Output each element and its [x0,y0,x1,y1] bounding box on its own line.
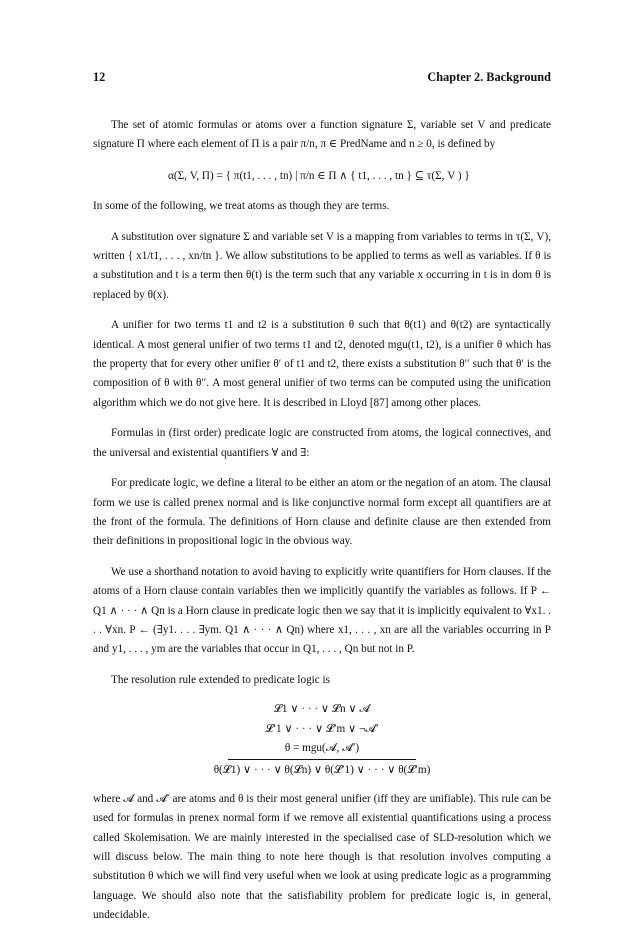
rule-premise-3: θ = mgu(𝓐, 𝓐′) [284,741,360,754]
chapter-title: Chapter 2. Background [427,70,551,84]
paragraph-substitution: A substitution over signature Σ and variable set V is a mapping from variables to terms in τ(Σ, V), written { x1/t1, . . . , xn/tn }. We allow substitutions to be applied to terms as well as variables. If θ is a substitution and t is a term then θ(t) is the term such that any variable x occurring in t is in dom θ is replaced by θ(x). [93,230,551,301]
paragraph-atoms-as-terms: In some of the following, we treat atoms as though they are terms. [93,200,390,213]
inference-bar [228,759,416,760]
paragraph-atomic-formulas: The set of atomic formulas or atoms over a function signature Σ, variable set V and predicate signature Π where each element of Π is a pair π/n, π ∈ PredName and n ≥ 0, is defined by [93,119,551,151]
paragraph-formulas: Formulas in (first order) predicate logic are constructed from atoms, the logical connectives, and the universal and existential quantifiers ∀ and ∃: [93,427,551,459]
resolution-rule [93,700,551,781]
equation-atoms: α(Σ, V, Π) = { π(t1, . . . , tn) | π/n ∈ Π ∧ { t1, . . . , tn } ⊆ τ(Σ, V ) } [168,169,470,182]
paragraph-resolution-intro: The resolution rule extended to predicate logic is [111,673,331,686]
rule-conclusion: θ(𝓛1) ∨ · · · ∨ θ(𝓛n) ∨ θ(𝓛′1) ∨ · · · ∨ θ(𝓛′m) [213,764,431,777]
page-number: 12 [93,70,106,84]
paragraph-resolution-explanation: where 𝓐 and 𝓐′ are atoms and θ is their most general unifier (iff they are unifiable). This rule can be used for formulas in prenex normal form if we remove all existential quantifications using a process called Skolemisation. We are mainly interested in the specialised case of SLD-resolution which we will discuss below. The main thing to note here though is that resolution involves computing a substitution θ which we will find very useful when we look at using predicate logic as a programming language. We should also note that the satisfiability problem for predicate logic is, in general, undecidable. [93,792,551,922]
paragraph-unifier: A unifier for two terms t1 and t2 is a substitution θ such that θ(t1) and θ(t2) are syntactically identical. A most general unifier of two terms t1 and t2, denoted mgu(t1, t2), is a unifier θ which has the property that for every other unifier θ′ of t1 and t2, there exists a substitution θ′′ such that θ′ is the composition of θ with θ′′. A most general unifier of two terms can be computed using the unification algorithm which we do not give here. It is described in Lloyd [87] among other places. [93,319,551,409]
page-body [93,70,551,926]
paragraph-shorthand: We use a shorthand notation to avoid having to explicitly write quantifiers for Horn clauses. If the atoms of a Horn clause contain variables then we implicitly quantify the variables as follows. If P ← Q1 ∧ · · · ∧ Qn is a Horn clause in predicate logic then we say that it is implicitly equivalent to ∀x1. . . . ∀xn. P ← (∃y1. . . . ∃ym. Q1 ∧ · · · ∧ Qn) where x1, . . . , xn are all the variables occurring in P and y1, . . . , ym are the variables that occur in Q1, . . . , Qn but not in P. [93,565,551,656]
running-header [93,70,551,85]
paragraph-literal: For predicate logic, we define a literal to be either an atom or the negation of an atom. The clausal form we use is called prenex normal and is like conjunctive normal form except all quantifiers are at the front of the formula. The definitions of Horn clause and definite clause are then extended from their definitions in propositional logic in the obvious way. [93,477,551,548]
rule-premise-1: 𝓛1 ∨ · · · ∨ 𝓛n ∨ 𝓐 [273,703,371,716]
rule-premise-2: 𝓛′1 ∨ · · · ∨ 𝓛′m ∨ ¬𝓐′ [265,722,379,735]
